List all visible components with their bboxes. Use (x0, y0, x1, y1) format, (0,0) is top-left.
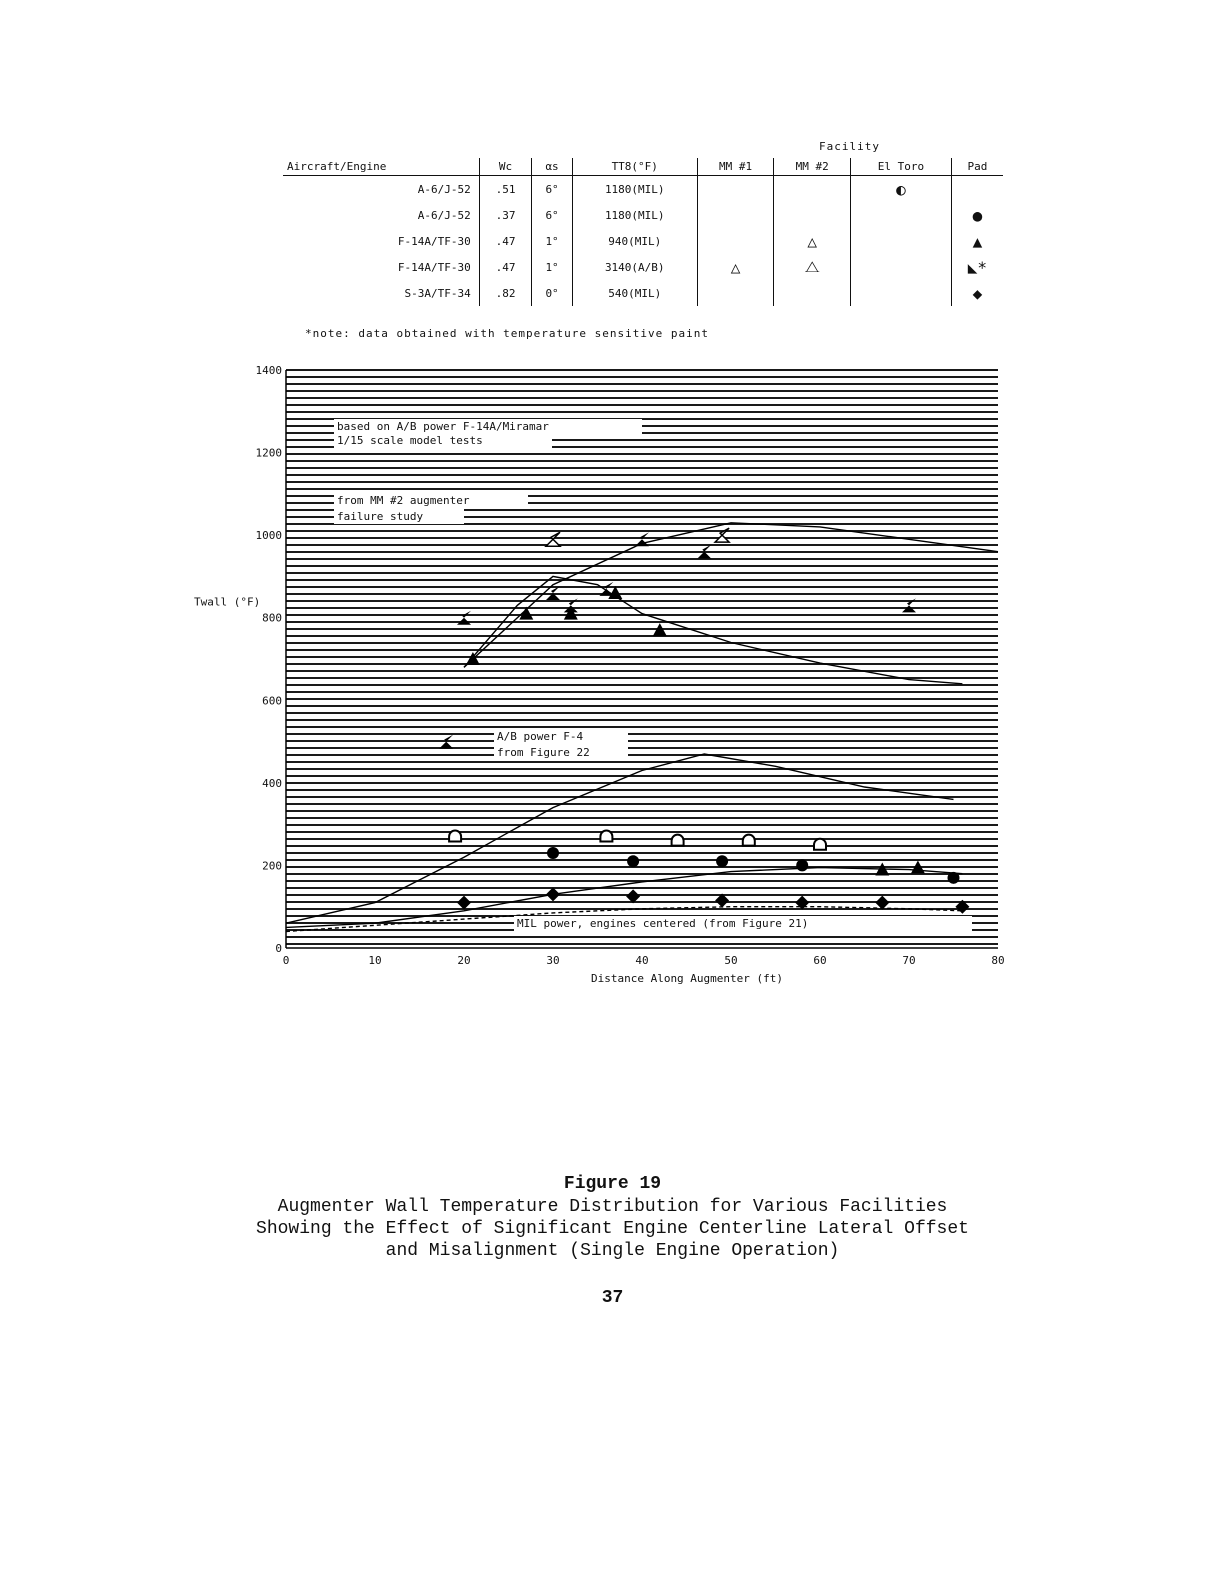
y-tick-label: 1200 (255, 446, 282, 460)
col-pad: Pad (951, 158, 1003, 176)
annotation-label: 1/15 scale model tests (337, 434, 483, 447)
table-header-row (283, 158, 1003, 176)
y-tick-label: 800 (262, 611, 282, 625)
x-tick-label: 70 (902, 954, 916, 967)
point-filled-triangle-flag (457, 611, 471, 625)
col-aircraft-engine: Aircraft/Engine (283, 158, 479, 176)
cell-temp: 1180(MIL) (572, 202, 697, 228)
x-tick-label: 60 (813, 954, 827, 967)
x-tick-label: 10 (368, 954, 382, 967)
y-tick-label: 600 (262, 694, 282, 708)
cell-mm2: ⧍ (774, 254, 851, 280)
point-filled-triangle-flag (546, 586, 560, 600)
wall-temperature-chart (190, 355, 1020, 995)
caption-line-1: Augmenter Wall Temperature Distribution for Various Facilities (277, 1197, 948, 1217)
x-tick-label: 20 (457, 954, 471, 967)
point-filled-diamond (795, 896, 809, 910)
table-row (283, 280, 1003, 306)
cell-alpha: 1° (532, 228, 572, 254)
table-note: *note: data obtained with temperature sensitive paint (305, 327, 709, 340)
cell-mm2: △ (774, 228, 851, 254)
cell-temp: 1180(MIL) (572, 176, 697, 203)
legend-table (283, 158, 1003, 306)
col-mm2: MM #2 (774, 158, 851, 176)
cell-pad (951, 176, 1003, 203)
cell-temp: 540(MIL) (572, 280, 697, 306)
annotation-label: based on A/B power F-14A/Miramar (337, 420, 549, 433)
cell-eltoro (851, 254, 952, 280)
table-row (283, 228, 1003, 254)
point-filled-circle (948, 872, 960, 884)
point-filled-circle (796, 859, 808, 871)
page-number: 37 (601, 1288, 624, 1308)
point-open-triangle-flag (546, 532, 560, 546)
y-tick-label: 400 (262, 776, 282, 790)
point-half-circle (814, 839, 826, 850)
col-wc: Wc (479, 158, 532, 176)
annotation-label: MIL power, engines centered (from Figure 21) (517, 917, 809, 930)
cell-eltoro (851, 228, 952, 254)
point-half-circle (672, 835, 684, 846)
col-mm1: MM #1 (697, 158, 774, 176)
x-tick-label: 40 (635, 954, 649, 967)
cell-engine: F-14A/TF-30 (397, 234, 471, 248)
cell-alpha: 6° (532, 176, 572, 203)
cell-mm2 (774, 202, 851, 228)
caption-line-3: and Misalignment (Single Engine Operation) (385, 1241, 840, 1261)
cell-temp: 940(MIL) (572, 228, 697, 254)
table-row (283, 202, 1003, 228)
cell-eltoro (851, 280, 952, 306)
point-half-circle (449, 831, 461, 842)
col-temp: TT8(°F) (572, 158, 697, 176)
cell-eltoro: ◐ (851, 176, 952, 203)
cell-eltoro (851, 202, 952, 228)
cell-mm1 (697, 202, 774, 228)
cell-wc: .37 (479, 202, 532, 228)
cell-engine: S-3A/TF-34 (404, 286, 471, 300)
table-row (283, 176, 1003, 203)
facility-header: Facility (819, 140, 880, 153)
figure-title: Figure 19 (563, 1174, 662, 1194)
cell-alpha: 0° (532, 280, 572, 306)
point-filled-circle (547, 847, 559, 859)
point-filled-circle (716, 855, 728, 867)
annotation-label: failure study (337, 510, 424, 523)
cell-pad: ● (951, 202, 1003, 228)
point-half-circle (600, 831, 612, 842)
x-tick-label: 30 (546, 954, 560, 967)
curve-line (464, 576, 962, 683)
point-filled-circle (627, 855, 639, 867)
x-tick-label: 0 (282, 954, 290, 967)
annotation-label: from Figure 22 (497, 746, 590, 759)
cell-engine: F-14A/TF-30 (397, 260, 471, 274)
point-filled-diamond (546, 887, 560, 901)
caption-line-2: Showing the Effect of Significant Engine Centerline Lateral Offset (256, 1219, 969, 1239)
x-tick-label: 50 (724, 954, 738, 967)
y-tick-label: 1400 (255, 364, 282, 377)
cell-mm2 (774, 176, 851, 203)
cell-mm2 (774, 280, 851, 306)
cell-alpha: 6° (532, 202, 572, 228)
cell-alpha: 1° (532, 254, 572, 280)
cell-wc: .47 (479, 254, 532, 280)
annotation-label: A/B power F-4 (497, 730, 584, 743)
cell-pad: ▲ (951, 228, 1003, 254)
background-hatching (286, 370, 998, 944)
y-axis-label: Twall (°F) (194, 595, 261, 609)
cell-engine: A-6/J-52 (417, 182, 471, 196)
cell-mm1 (697, 176, 774, 203)
cell-mm1 (697, 280, 774, 306)
point-half-circle (743, 835, 755, 846)
cell-wc: .47 (479, 228, 532, 254)
y-tick-label: 1000 (255, 529, 282, 543)
cell-wc: .82 (479, 280, 532, 306)
cell-engine: A-6/J-52 (417, 208, 471, 222)
cell-pad: ◣* (951, 254, 1003, 280)
cell-mm1 (697, 228, 774, 254)
cell-temp: 3140(A/B) (572, 254, 697, 280)
point-filled-triangle-flag (635, 532, 649, 546)
point-filled-diamond (457, 896, 471, 910)
cell-mm1: △ (697, 254, 774, 280)
col-alpha: αs (532, 158, 572, 176)
cell-wc: .51 (479, 176, 532, 203)
y-tick-label: 0 (275, 942, 282, 955)
x-axis-label: Distance Along Augmenter (ft) (590, 972, 784, 985)
col-el-toro: El Toro (851, 158, 952, 176)
table-row (283, 254, 1003, 280)
x-tick-label: 80 (991, 954, 1005, 967)
point-filled-diamond (875, 896, 889, 910)
annotation-label: from MM #2 augmenter (337, 494, 470, 507)
y-tick-label: 200 (262, 859, 282, 873)
cell-pad: ◆ (951, 280, 1003, 306)
